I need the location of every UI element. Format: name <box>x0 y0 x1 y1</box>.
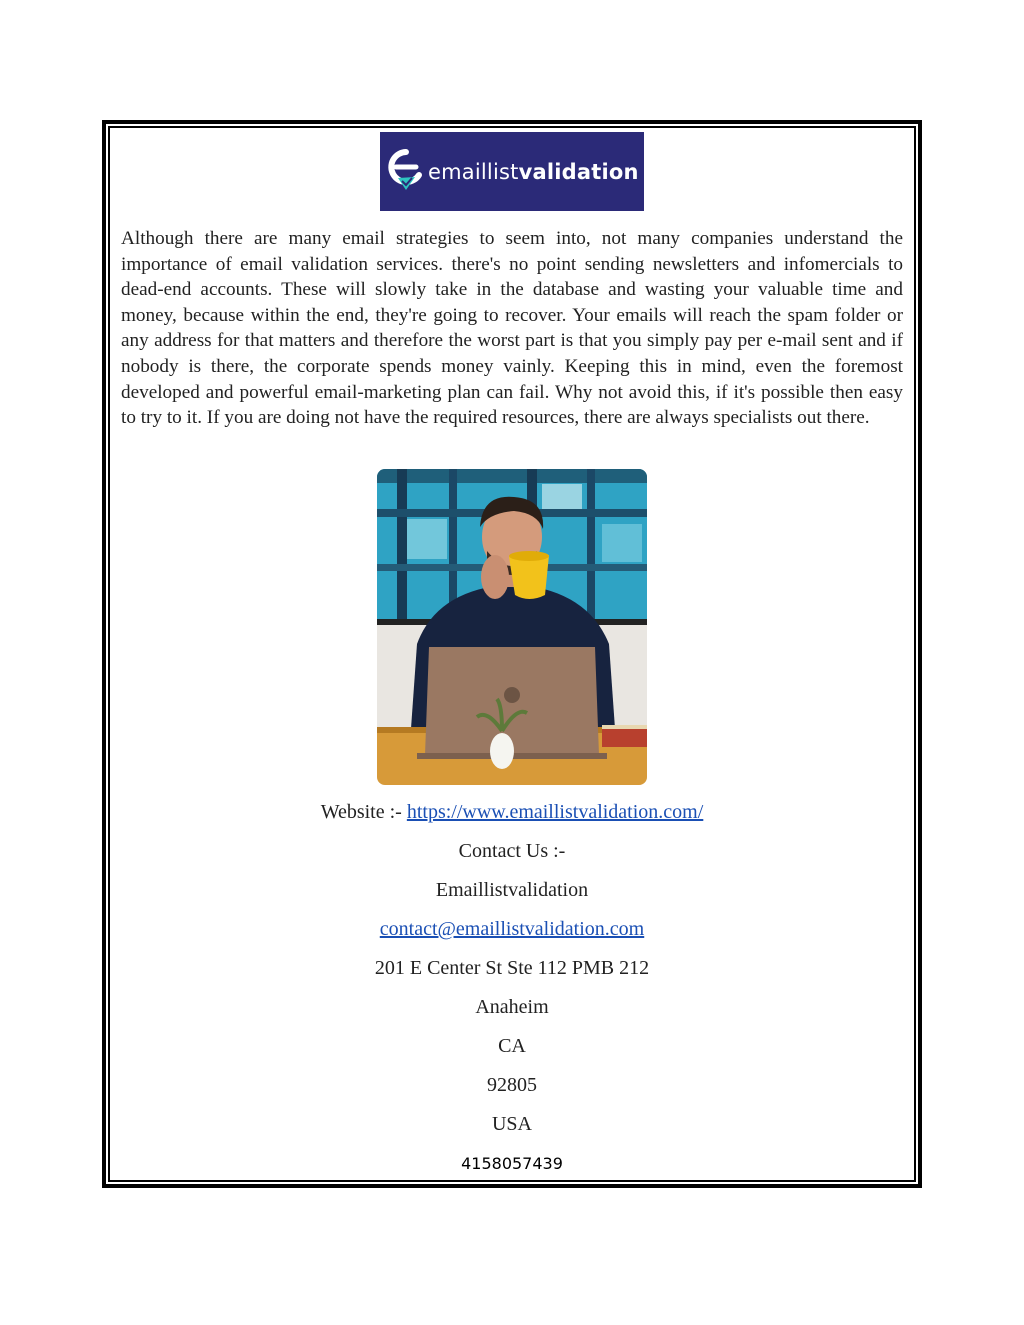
website-label: Website :- <box>320 801 407 823</box>
intro-paragraph: Although there are many email strategies to seem into, not many companies understand the importance of email validation services. there's no point sending newsletters and infomercials to dead-end accounts. These will slowly take in the database and wasting your valuable time and money, because within the end, they're going to recover. Your emails will reach the spam folder or any address for that matters and therefore the worst part is that you simply pay per e-mail sent and if nobody is there, the corporate spends money vainly. Keeping this in mind, even the foremost developed and powerful email-marketing plan can fail. Why not avoid this, if it's possible then easy to try to it. If you are doing not have the required resources, there are always specialists out there. <box>121 228 903 429</box>
logo-e-pin-icon <box>388 148 424 196</box>
address-line: 201 E Center St Ste 112 PMB 212 <box>374 957 650 979</box>
city-line: Anaheim <box>475 996 549 1018</box>
email-link[interactable]: contact@emaillistvalidation.com <box>379 918 645 940</box>
logo-wordmark-bold: validation <box>518 159 639 184</box>
country-line: USA <box>491 1113 532 1135</box>
contact-heading: Contact Us :- <box>458 840 566 862</box>
brand-logo <box>380 132 644 211</box>
zip-line: 92805 <box>487 1074 537 1096</box>
photo-man-coffee-laptop <box>377 469 647 785</box>
website-line <box>108 800 916 824</box>
photo-illustration <box>377 469 647 785</box>
phone-number: 4158057439 <box>461 1154 563 1173</box>
logo-wordmark-regular: emaillist <box>428 159 519 184</box>
state-line: CA <box>498 1035 526 1057</box>
company-name: Emaillistvalidation <box>435 879 589 901</box>
website-link[interactable]: https://www.emaillistvalidation.com/ <box>406 801 704 823</box>
email-line <box>108 917 916 941</box>
logo-wordmark <box>428 160 639 184</box>
